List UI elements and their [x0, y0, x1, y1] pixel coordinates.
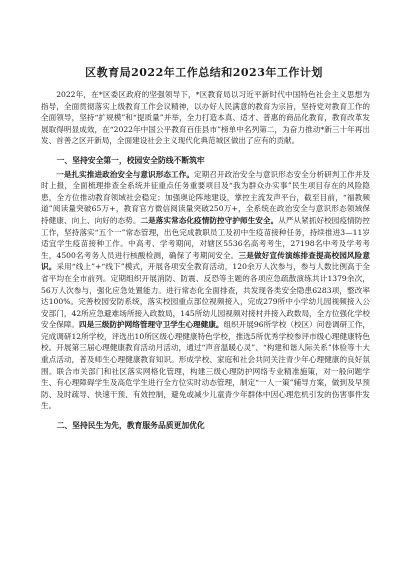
point-3-text: 采用“线上”+“线下”模式，开展各项安全教育活动，120余万人次参与，参与人数比例高于全省平均在全市前列。定期组织开展消防、防震、反恐等主题的各项应急疏散演练共计1379余次，56万人次参与，强化应急处置能力。进行常态化全面排查，共发现各类安全隐患6283项，整改率达100%。完善校园安防系统，落实校园重点部位视频接入，完成279所中小学幼儿园视频接入公安部门，42所应急避难场所接入政数局，145所幼儿园视频对接村并接入政数局，全方位强化学校安全保障。 — [41, 262, 370, 330]
section-heading-1: 一、坚持安全第一，校园安全防线不断筑牢 — [56, 155, 205, 165]
intro-paragraph: 2022年，在*区委区政府的坚强领导下，*区教育局以习近平新时代中国特色社会主义思想为指导，全面贯彻落实上级教育工作会议精神，以办好人民满意的教育为宗旨，坚持党对教育工作的全面领导，坚持“扩规模”和“提质量”并举，全力打造本真、适才、普惠的商品化教育，教育改革发展取得明显成效，在“2022年中国公平教育百佳县市”榜单中名列第二，为奋力推动*新三十年再出发、首善之区开新局，全面建设社会主义现代化典范城区做出了应有的贡献。 — [41, 90, 370, 146]
document-body — [41, 89, 370, 434]
point-2-text: 从严从紧抓好校园疫情防控工作，坚持落实“五个一”常态管理，出色完成教职员工及初中生疫苗接种任务，持续推进3—11岁适宜学生疫苗接种工作。中高考、学考期间，对辖区5536名高考考生，27198名中考及学考考生，4500名考务人员进行核酸检测，确保了考期间安全。 — [41, 215, 371, 260]
point-4-text: 组织开展96所学校（校区）问卷调研工作，完成调研12所学校，评选出10所区级心理健康特色学校，推选5所优秀学校参评市级心理健康特色校。开展第三届心理健康教育活动月活动，通过“声音温暖心灵”、“构建和谐人际关系”体验等十大重点活动，普及师生心理健康教育知识。形成学校、家庭和社会共同关注青少年心理健康的良好氛围。联合市关部门和社区落实网格化管理，构建三级心理防护网络专业精准施策，对一般问题学生、有心理障碍学生及高危学生进行全方位实时动态管理，制定“一人一策”辅导方案，做到及早预防、及时疏导、快速干预、有效控制，避免或减少儿童青少年群体中因心理危机引发的伤害事件发生。 — [41, 320, 371, 411]
point-1-text: 定期召开政治安全与意识形态安全分析研判工作并及时上报，全面梳理排查全系统并征重点任务重要项目及“我为群众办实事”民生项目存在的风险隐患，全方位推动教育领域社会稳定；加强奥论阵地建设，掌控主流发声平台，截至目前，“福教频道”阅读量突破65万+，教育官方微信阅读量突破250万+，全系统在政治安全与意识形态领域保持健康、向上、向好的态势。 — [41, 169, 370, 225]
point-4-lead: 四是三级防护网络管理守卫学生心理健康。 — [79, 320, 224, 330]
section-heading-2: 二、坚持民生为先，教育服务品质更加优化 — [56, 421, 205, 431]
section-1-paragraph — [41, 169, 370, 412]
point-2-lead: 二是落实常态化疫情防控守护师生安全。 — [140, 215, 279, 225]
point-1-lead: 一是扎实推进政治安全与意识形态工作。 — [56, 169, 194, 179]
point-3-lead: 三是做好宣传演练排查提高校园风险意识。 — [41, 250, 371, 272]
page-title: 区教育局2022年工作总结和2023年工作计划 — [85, 66, 323, 79]
